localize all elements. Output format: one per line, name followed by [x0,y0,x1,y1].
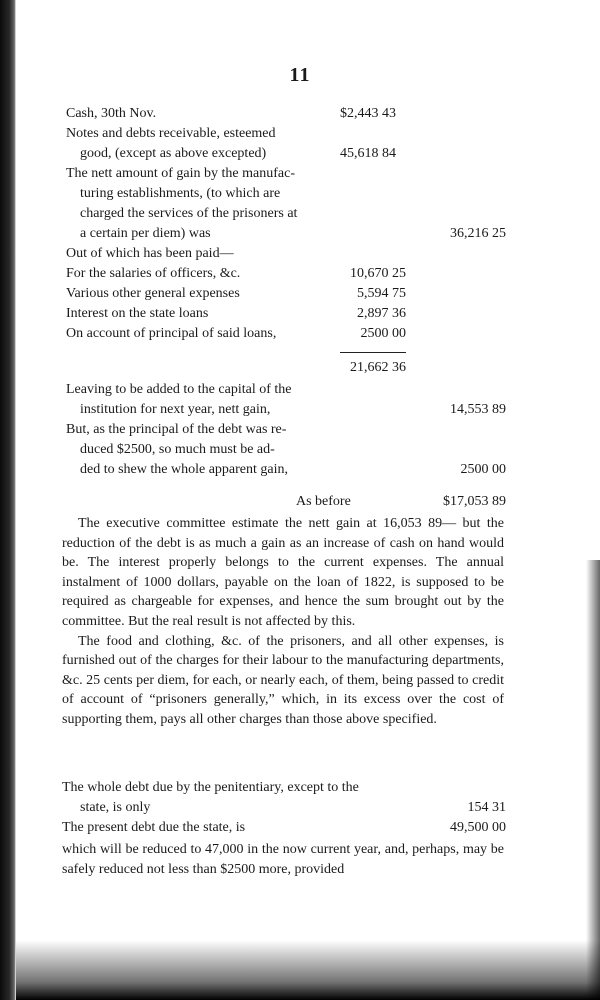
debt-row-2 [66,798,506,818]
but-label-line-2: duced $2500, so much must be ad- [80,442,275,457]
leaving-row-2 [66,400,506,420]
as-before-value: $17,053 89 [443,494,506,509]
gain-value: 36,216 25 [450,226,506,241]
paragraph-closing: which will be reduced to 47,000 in the now current year, and, perhaps, may be safely reduced not less than $2500 more, provided [62,842,504,877]
body-text [62,514,504,730]
leaving-label-line-2: institution for next year, nett gain, [80,402,271,417]
leaving-row-1 [66,380,506,400]
paid-item-value: 2500 00 [360,326,406,341]
notes-row-2 [66,144,506,164]
paragraph-food-and-clothing: The food and clothing, &c. of the prisoners, and all other expenses, is furnished out of the charges for their labour to the manufacturing departments, &c. 25 cents per diem, for each, or nearly each, of them, being passed to credit of account of “prisoners generally,” which, in its excess over the cost of supporting them, pays all other charges than those above specified. [62,633,504,727]
subtotal-rule [340,352,406,353]
paid-item-row [66,304,506,324]
gain-row-4 [66,224,506,244]
gain-label-line-4: a certain per diem) was [80,226,211,241]
debt-label-line-3: The present debt due the state, is [62,820,246,835]
paid-header: Out of which has been paid— [66,246,234,261]
paid-item-row [66,284,506,304]
but-row-2 [66,440,506,460]
page-edge-shadow [586,560,600,1000]
paid-item-label: Interest on the state loans [66,306,209,321]
but-value: 2500 00 [460,462,506,477]
but-label-line-1: But, as the principal of the debt was re- [66,422,287,437]
but-row-1 [66,420,506,440]
leaving-label-line-1: Leaving to be added to the capital of the [66,382,292,397]
page-number: 11 [289,64,311,86]
notes-row-1 [66,124,506,144]
gain-label-line-1: The nett amount of gain by the manufac- [66,166,295,181]
paid-item-value: 10,670 25 [350,266,406,281]
paid-total-value: 21,662 36 [350,360,406,375]
leaving-value: 14,553 89 [450,402,506,417]
debt-label-line-2: state, is only [80,800,151,815]
gain-row-3 [66,204,506,224]
closing-text [62,840,504,879]
paid-item-value: 2,897 36 [357,306,406,321]
gain-row-1 [66,164,506,184]
as-before-row [66,492,506,512]
debt-value-1: 154 31 [467,800,506,815]
notes-label-line-2: good, (except as above excepted) [80,146,267,161]
paid-item-label: For the salaries of officers, &c. [66,266,241,281]
debt-row-1 [62,778,506,798]
debt-row-3 [62,818,506,838]
gain-label-line-2: turing establishments, (to which are [80,186,281,201]
as-before-label: As before [296,494,351,509]
paid-item-row [66,324,506,344]
paid-item-value: 5,594 75 [357,286,406,301]
binding-shadow [0,0,16,1000]
paragraph-executive-committee: The executive committee estimate the nett gain at 16,053 89— but the reduction of the debt is as much a gain as an increase of cash on hand would be. The interest properly belongs to the current expenses. The annual instalment of 1000 dollars, payable on the loan of 1822, is supposed to be required as chargeable for expenses, and hence the sum brought out by the committee. But the real result is not affected by this. [62,516,504,629]
debt-value-2: 49,500 00 [450,820,506,835]
paid-total-row [66,358,506,378]
cash-row [66,104,506,124]
paid-item-label: Various other general expenses [66,286,240,301]
cash-value: $2,443 43 [340,106,396,121]
notes-value: 45,618 84 [340,146,396,161]
gain-label-line-3: charged the services of the prisoners at [80,206,298,221]
paid-item-label: On account of principal of said loans, [66,326,277,341]
gain-row-2 [66,184,506,204]
cash-label: Cash, 30th Nov. [66,106,157,121]
paid-item-row [66,264,506,284]
but-label-line-3: ded to shew the whole apparent gain, [80,462,288,477]
but-row-3 [66,460,506,480]
page-bottom-shadow [16,940,600,1000]
paid-header-row [66,244,506,264]
debt-label-line-1: The whole debt due by the penitentiary, except to the [62,780,359,795]
notes-label-line-1: Notes and debts receivable, esteemed [66,126,276,141]
